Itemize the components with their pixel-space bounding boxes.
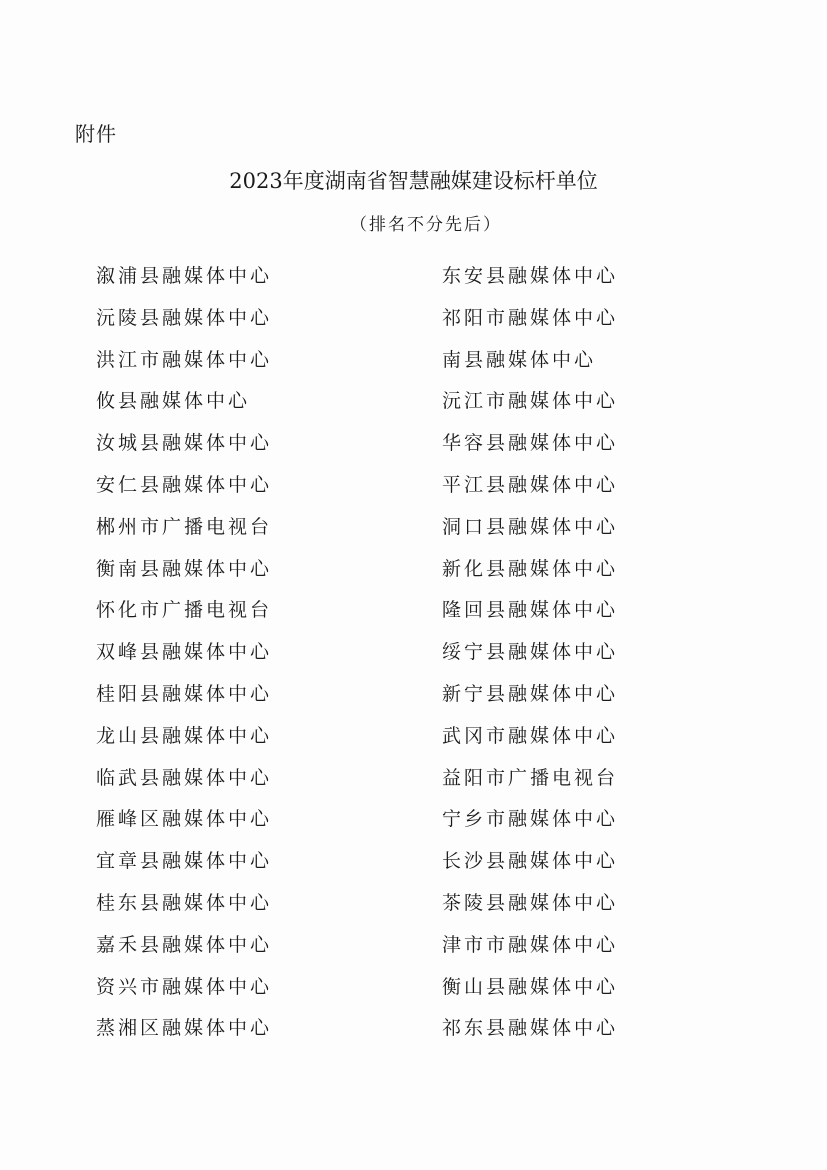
list-item: 衡山县融媒体中心 xyxy=(442,975,619,998)
list-item: 临武县融媒体中心 xyxy=(96,766,273,789)
list-item: 祁东县融媒体中心 xyxy=(442,1017,619,1040)
list-item: 攸县融媒体中心 xyxy=(96,390,251,413)
list-item: 衡南县融媒体中心 xyxy=(96,557,273,580)
attachment-label: 附件 xyxy=(75,122,117,146)
list-item: 怀化市广播电视台 xyxy=(96,599,273,622)
list-item: 洪江市融媒体中心 xyxy=(96,348,273,371)
list-item: 桂阳县融媒体中心 xyxy=(96,682,273,705)
list-item: 长沙县融媒体中心 xyxy=(442,850,619,873)
list-item: 资兴市融媒体中心 xyxy=(96,975,273,998)
list-item: 南县融媒体中心 xyxy=(442,348,597,371)
list-item: 新宁县融媒体中心 xyxy=(442,682,619,705)
list-item: 祁阳市融媒体中心 xyxy=(442,306,619,329)
list-item: 隆回县融媒体中心 xyxy=(442,599,619,622)
list-item: 双峰县融媒体中心 xyxy=(96,641,273,664)
list-item: 茶陵县融媒体中心 xyxy=(442,891,619,914)
list-item: 新化县融媒体中心 xyxy=(442,557,619,580)
list-item: 宜章县融媒体中心 xyxy=(96,850,273,873)
left-unit-list xyxy=(96,260,272,1054)
list-item: 龙山县融媒体中心 xyxy=(96,724,273,747)
list-item: 沅江市融媒体中心 xyxy=(442,390,619,413)
list-item: 津市市融媒体中心 xyxy=(442,933,619,956)
document-subtitle: （排名不分先后） xyxy=(350,215,502,235)
document-title xyxy=(0,168,827,194)
list-item: 宁乡市融媒体中心 xyxy=(442,808,619,831)
list-item: 沅陵县融媒体中心 xyxy=(96,306,273,329)
list-item: 安仁县融媒体中心 xyxy=(96,473,273,496)
list-item: 嘉禾县融媒体中心 xyxy=(96,933,273,956)
list-item: 武冈市融媒体中心 xyxy=(442,724,619,747)
list-item: 益阳市广播电视台 xyxy=(442,766,619,789)
list-item: 郴州市广播电视台 xyxy=(96,515,273,538)
list-item: 平江县融媒体中心 xyxy=(442,473,619,496)
list-item: 溆浦县融媒体中心 xyxy=(96,265,273,287)
right-unit-list xyxy=(442,260,618,1054)
list-item: 蒸湘区融媒体中心 xyxy=(96,1017,273,1040)
list-item: 洞口县融媒体中心 xyxy=(442,515,619,538)
list-item: 雁峰区融媒体中心 xyxy=(96,808,273,831)
list-item: 桂东县融媒体中心 xyxy=(96,891,273,914)
list-item: 华容县融媒体中心 xyxy=(442,432,619,455)
list-item: 绥宁县融媒体中心 xyxy=(442,641,619,664)
list-item: 东安县融媒体中心 xyxy=(442,265,619,287)
list-item: 汝城县融媒体中心 xyxy=(96,432,273,455)
document-title-text: 2023年度湖南省智慧融媒建设标杆单位 xyxy=(229,169,598,193)
